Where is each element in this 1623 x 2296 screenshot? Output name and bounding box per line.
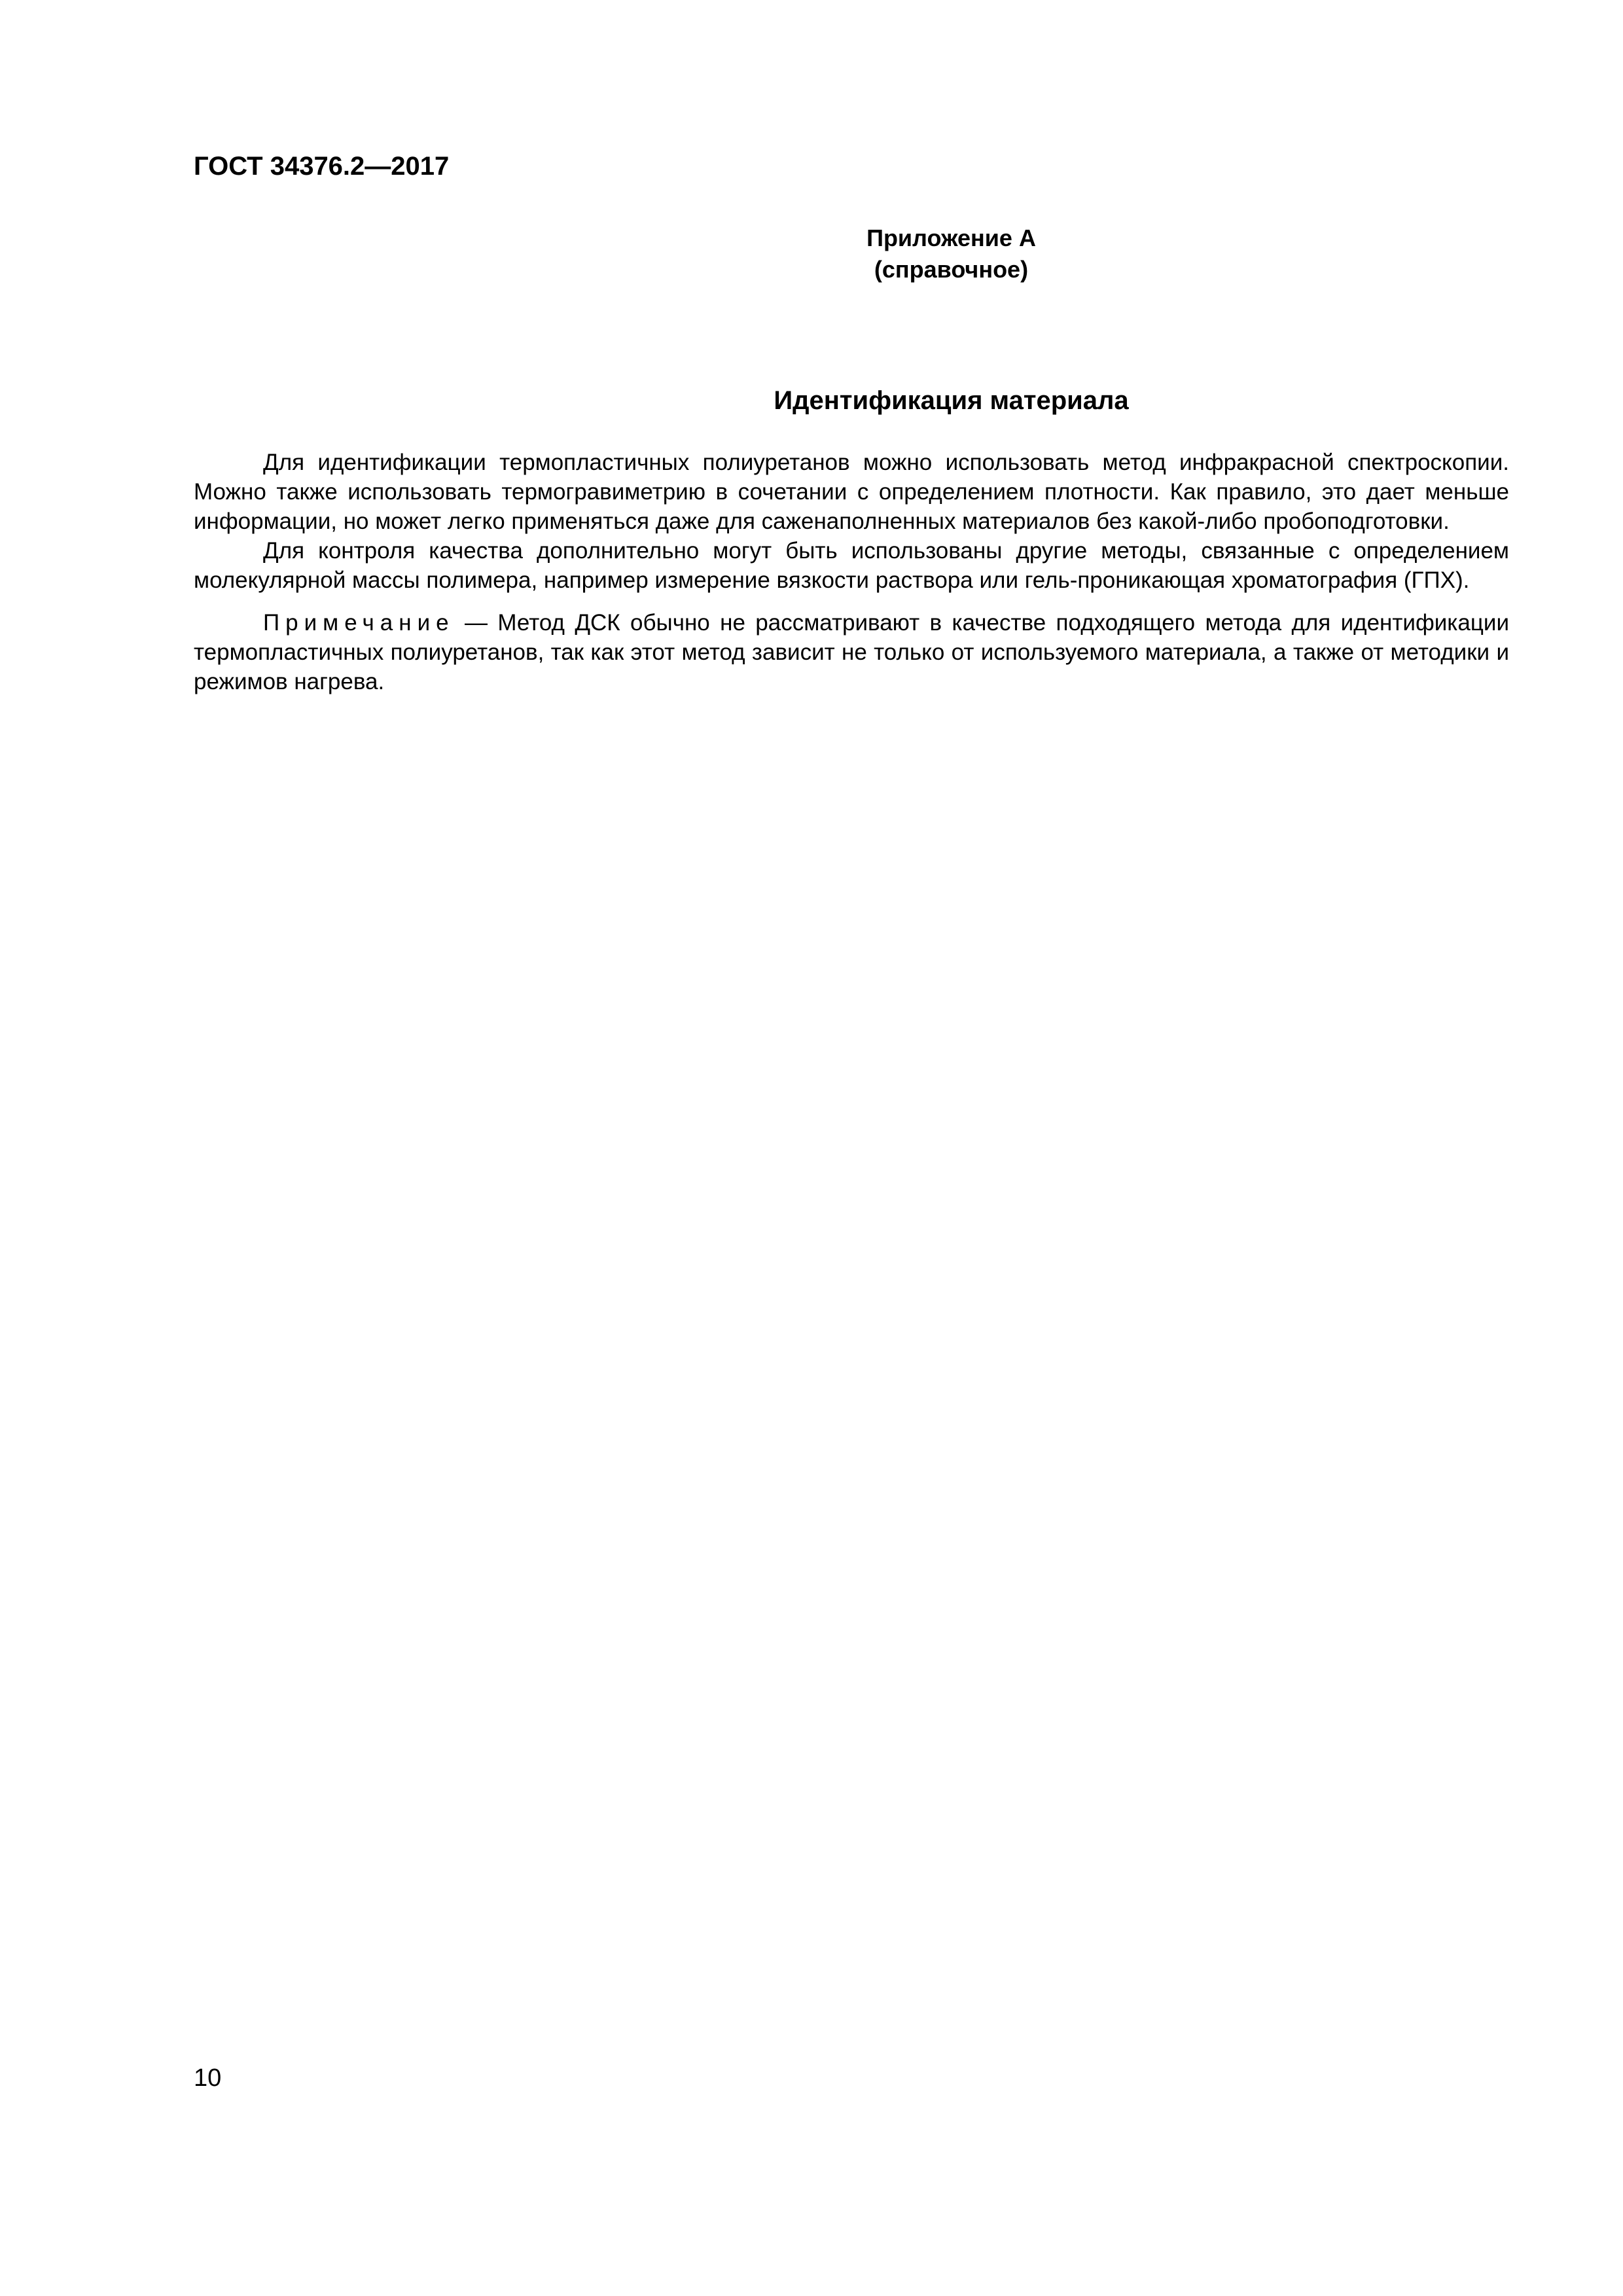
appendix-title: Приложение А [866, 224, 1036, 251]
paragraph-quality-control: Для контроля качества дополнительно могут быть использованы другие методы, связанные с определением молекулярной массы полимера, например измерение вязкости раствора или гель-проникающая хроматография (ГПХ). [194, 538, 1509, 593]
note-paragraph [194, 608, 1509, 696]
page-number: 10 [194, 2064, 222, 2092]
appendix-heading [194, 223, 1509, 285]
note-label: Примечание [263, 610, 455, 636]
paragraph-identification-methods: Для идентификации термопластичных полиуретанов можно использовать метод инфракрасной спектроскопии. Можно также использовать термогравиметрию в сочетании с определением плотности. Как правило, это дает меньше информации, но может легко применяться даже для саженаполненных материалов без какой-либо пробоподготовки. [194, 450, 1509, 534]
note-text: Метод ДСК обычно не рассматривают в качестве подходящего метода для идентификации термопластичных полиуретанов, так как этот метод зависит не только от используемого материала, а также от методики и режимов нагрева. [194, 610, 1509, 694]
note-dash: — [464, 610, 488, 636]
section-title: Идентификация материала [774, 386, 1129, 415]
appendix-type: (справочное) [874, 256, 1029, 283]
body-text [194, 448, 1509, 696]
document-code-header: ГОСТ 34376.2—2017 [194, 152, 450, 181]
